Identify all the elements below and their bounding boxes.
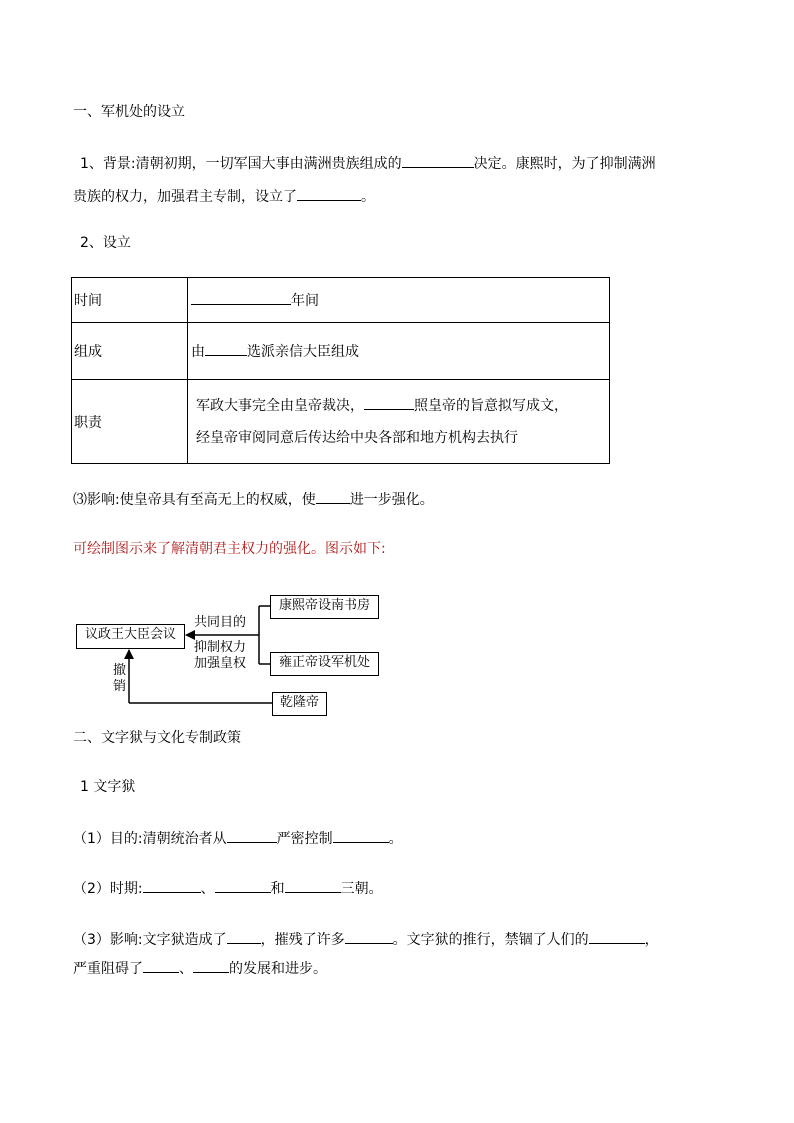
row-time-suffix: 年间 [291, 293, 319, 309]
purpose-line [73, 828, 403, 849]
blank-effect-3[interactable] [589, 929, 645, 944]
blank-period-2[interactable] [215, 878, 271, 893]
council-box: 议政王大臣会议 [76, 624, 185, 649]
effect-text-d: ， [644, 932, 659, 948]
diagram-note: 可绘制图示来了解清朝君主权力的强化。图示如下: [73, 541, 386, 557]
row-duty-line-2: 经皇帝审阅同意后传达给中央各部和地方机构去执行 [196, 429, 518, 446]
background-text-d: 。 [361, 189, 375, 205]
label-revoke-2: 销 [113, 679, 127, 694]
impact-text-b: 进一步强化。 [349, 492, 434, 508]
effect-text-b: ，摧残了许多 [260, 932, 345, 948]
label-revoke-1: 撤 [113, 663, 127, 678]
background-text-c: 贵族的权力，加强君主专制，设立了 [73, 189, 297, 205]
effect-text-f: 、 [179, 961, 193, 977]
row-duty-text-a: 军政大事完全由皇帝裁决， [196, 397, 364, 414]
section-2-heading: 二、文字狱与文化专制政策 [73, 730, 241, 746]
period-text-a: （2）时期: [73, 881, 143, 897]
effect-text-g: 的发展和进步。 [229, 961, 327, 977]
label-common-purpose: 共同目的 [194, 615, 247, 630]
section-1-heading: 一、军机处的设立 [73, 104, 185, 120]
label-suppress: 抑制权力 [194, 640, 247, 655]
purpose-text-c: 。 [388, 831, 403, 847]
effect-line-2 [73, 958, 327, 979]
purpose-text-b: 严密控制 [276, 831, 333, 847]
qianlong-box: 乾隆帝 [272, 692, 327, 716]
blank-period-1[interactable] [143, 878, 201, 893]
blank-purpose-1[interactable] [227, 828, 277, 843]
row-time-label: 时间 [72, 278, 188, 323]
row-duty-text-b: 照皇帝的旨意拟写成文， [414, 397, 568, 414]
effect-text-c: 。文字狱的推行，禁锢了人们的 [392, 932, 589, 948]
period-text-c: 和 [270, 881, 285, 897]
row-composition-prefix: 由 [191, 344, 205, 360]
impact-text-a: ⑶影响:使皇帝具有至高无上的权威，使 [73, 492, 316, 508]
yongzheng-box: 雍正帝设军机处 [270, 652, 379, 676]
period-text-b: 、 [200, 881, 215, 897]
background-text-a: 1、背景:清朝初期，一切军国大事由满洲贵族组成的 [80, 156, 402, 172]
blank-effect-4[interactable] [143, 958, 179, 973]
label-strengthen: 加强皇权 [194, 656, 247, 671]
purpose-text-a: （1）目的:清朝统治者从 [73, 831, 227, 847]
period-text-d: 三朝。 [340, 881, 383, 897]
blank-effect-1[interactable] [227, 929, 261, 944]
blank-effect-5[interactable] [193, 958, 229, 973]
effect-text-a: （3）影响:文字狱造成了 [73, 932, 227, 948]
establishment-heading: 2、设立 [80, 235, 131, 251]
blank-period-3[interactable] [285, 878, 341, 893]
literary-inquisition-heading: 1 文字狱 [80, 779, 136, 795]
background-text-b: 决定。康熙时，为了抑制满洲 [473, 156, 656, 172]
row-composition-label: 组成 [72, 323, 188, 380]
blank-purpose-2[interactable] [333, 828, 389, 843]
row-duty-label: 职责 [72, 380, 188, 464]
blank-effect-2[interactable] [345, 929, 393, 944]
row-composition-suffix: 选派亲信大臣组成 [247, 344, 359, 360]
kangxi-box: 康熙帝设南书房 [270, 595, 379, 619]
effect-text-e: 严重阻碍了 [73, 961, 143, 977]
period-line [73, 878, 383, 899]
effect-line-1 [73, 929, 659, 950]
